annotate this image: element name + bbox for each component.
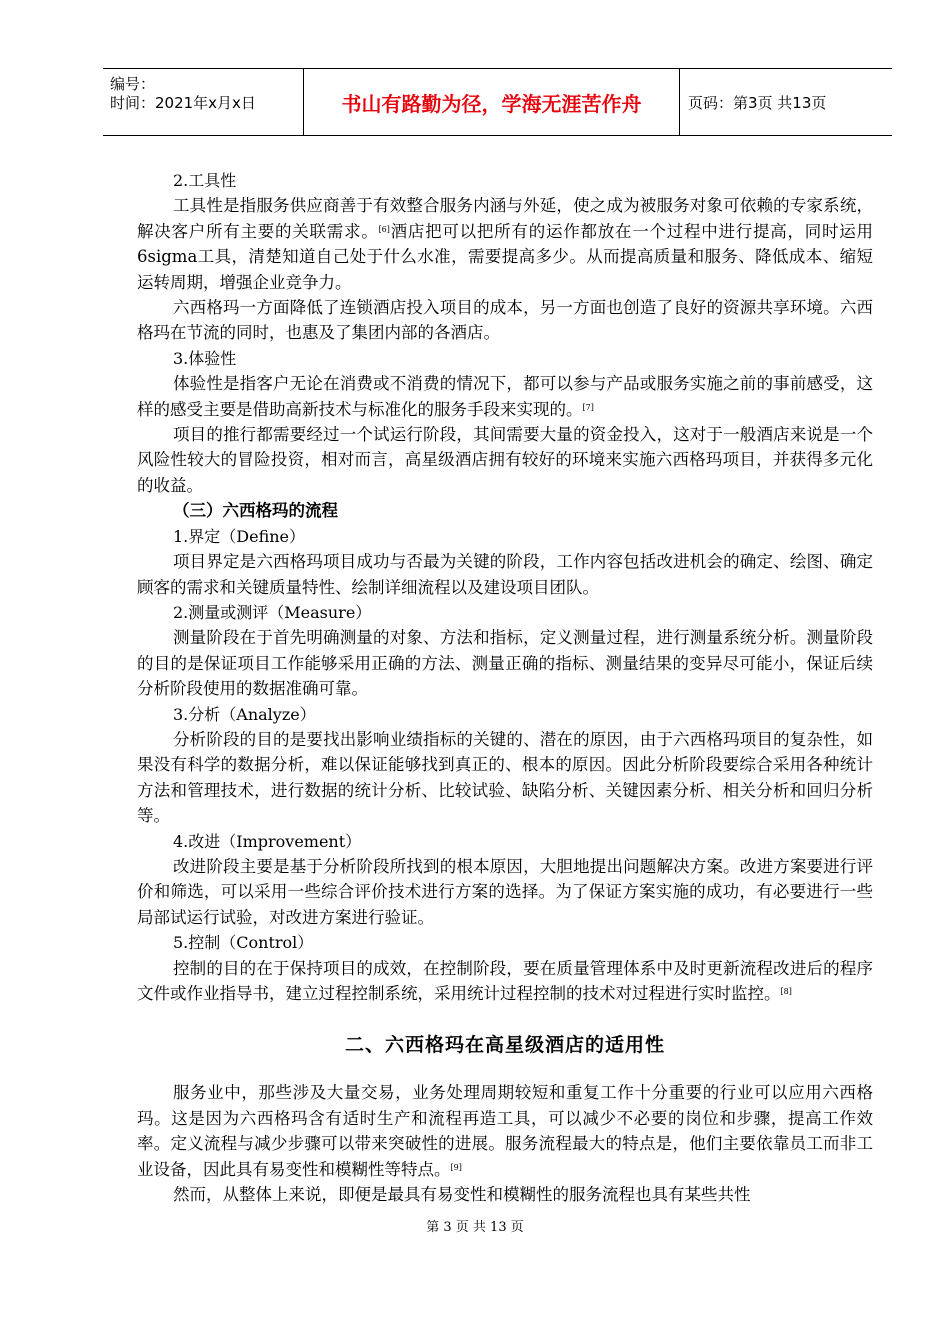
paragraph	[137, 295, 873, 346]
text-run: 5.控制（Control）	[173, 933, 314, 953]
header-meta-cell	[103, 69, 304, 135]
paragraph	[137, 1182, 873, 1207]
text-run: 体验性是指客户无论在消费或不消费的情况下，都可以参与产品或服务实施之前的事前感受，这样的感受主要是借助高新技术与标准化的服务手段来实现的。	[137, 374, 873, 419]
citation-ref: [9]	[450, 1162, 462, 1172]
text-run: 六西格玛一方面降低了连锁酒店投入项目的成本，另一方面也创造了良好的资源共享环境。六西格玛在节流的同时，也惠及了集团内部的各酒店。	[137, 298, 873, 343]
subheading	[137, 930, 873, 955]
page-header	[103, 68, 892, 136]
citation-ref: [7]	[582, 402, 594, 412]
citation-ref: [8]	[780, 987, 792, 996]
paragraph	[137, 371, 873, 422]
text-run: （三）六西格玛的流程	[173, 501, 338, 521]
paragraph	[137, 422, 873, 498]
text-run: 4.改进（Improvement）	[173, 831, 362, 851]
header-motto: 书山有路勤为径，学海无涯苦作舟	[304, 69, 680, 135]
text-run: 二、六西格玛在高星级酒店的适用性	[344, 1034, 665, 1057]
paragraph	[137, 854, 873, 930]
text-run: 酒店把可以把所有的运作都放在一个过程中进行提高，同时运用6sigma工具，清楚知道自己处于什么水准，需要提高多少。从而提高质量和服务、降低成本、缩短运转周期，增强企业竞争力。	[137, 221, 874, 292]
header-page-info: 页码：第3页 共13页	[688, 93, 827, 112]
paragraph	[137, 956, 873, 1007]
subheading	[137, 168, 873, 193]
subheading	[137, 702, 873, 727]
section-heading	[137, 498, 873, 523]
document-body	[137, 168, 873, 1207]
text-run: 2.测量或测评（Measure）	[173, 602, 372, 622]
text-run: 1.界定（Define）	[173, 526, 306, 546]
subheading	[137, 346, 873, 371]
text-run: 项目界定是六西格玛项目成功与否最为关键的阶段，工作内容包括改进机会的确定、绘图、确定顾客的需求和关键质量特性、绘制详细流程以及建设项目团队。	[137, 552, 873, 597]
paragraph	[137, 193, 873, 295]
text-run: 分析阶段的目的是要找出影响业绩指标的关键的、潜在的原因，由于六西格玛项目的复杂性，如果没有科学的数据分析，难以保证能够找到真正的、根本的原因。因此分析阶段要综合采用各种统计方法和管理技术，进行数据的统计分析、比较试验、缺陷分析、关键因素分析、相关分析和回归分析等。	[137, 729, 873, 826]
text-run: 3.体验性	[173, 348, 237, 368]
paragraph	[137, 727, 873, 829]
text-run: 2.工具性	[173, 171, 237, 190]
subheading	[137, 829, 873, 854]
text-run: 3.分析（Analyze）	[173, 704, 316, 724]
citation-ref: [6]	[378, 224, 390, 234]
subheading	[137, 600, 873, 625]
text-run: 工具性是指服务供应商善于有效整合服务内涵与外延，使之成为被服务对象可依赖的专家系统，解决客户所有主要的关联需求。	[137, 196, 873, 241]
paragraph	[137, 625, 873, 701]
subheading	[137, 524, 873, 549]
document-time-label: 时间：2021年x月x日	[110, 94, 256, 112]
page-footer: 第 3 页 共 13 页	[426, 1220, 524, 1235]
text-run: 然而，从整体上来说，即便是最具有易变性和模糊性的服务流程也具有某些共性	[173, 1185, 751, 1205]
chapter-heading	[137, 1030, 873, 1060]
text-run: 项目的推行都需要经过一个试运行阶段，其间需要大量的资金投入，这对于一般酒店来说是一个风险性较大的冒险投资，相对而言，高星级酒店拥有较好的环境来实施六西格玛项目，并获得多元化的收益。	[137, 425, 873, 495]
paragraph	[137, 1080, 873, 1182]
text-run: 改进阶段主要是基于分析阶段所找到的根本原因，大胆地提出问题解决方案。改进方案要进行评价和筛选，可以采用一些综合评价技术进行方案的选择。为了保证方案实施的成功，有必要进行一些局部试运行试验，对改进方案进行验证。	[137, 856, 873, 927]
text-run: 控制的目的在于保持项目的成效，在控制阶段，要在质量管理体系中及时更新流程改进后的程序文件或作业指导书，建立过程控制系统，采用统计过程控制的技术对过程进行实时监控。	[137, 958, 873, 1003]
paragraph	[137, 549, 873, 600]
text-run: 测量阶段在于首先明确测量的对象、方法和指标，定义测量过程，进行测量系统分析。测量阶段的目的是保证项目工作能够采用正确的方法、测量正确的指标、测量结果的变异尽可能小，保证后续分析阶段使用的数据准确可靠。	[137, 628, 873, 699]
document-number-label: 编号：	[110, 75, 156, 93]
text-run: 服务业中，那些涉及大量交易，业务处理周期较短和重复工作十分重要的行业可以应用六西格玛。这是因为六西格玛含有适时生产和流程再造工具，可以减少不必要的岗位和步骤，提高工作效率。定义流程与减少步骤可以带来突破性的进展。服务流程最大的特点是，他们主要依靠员工而非工业设备，因此具有易变性和模糊性等特点。	[137, 1083, 873, 1179]
